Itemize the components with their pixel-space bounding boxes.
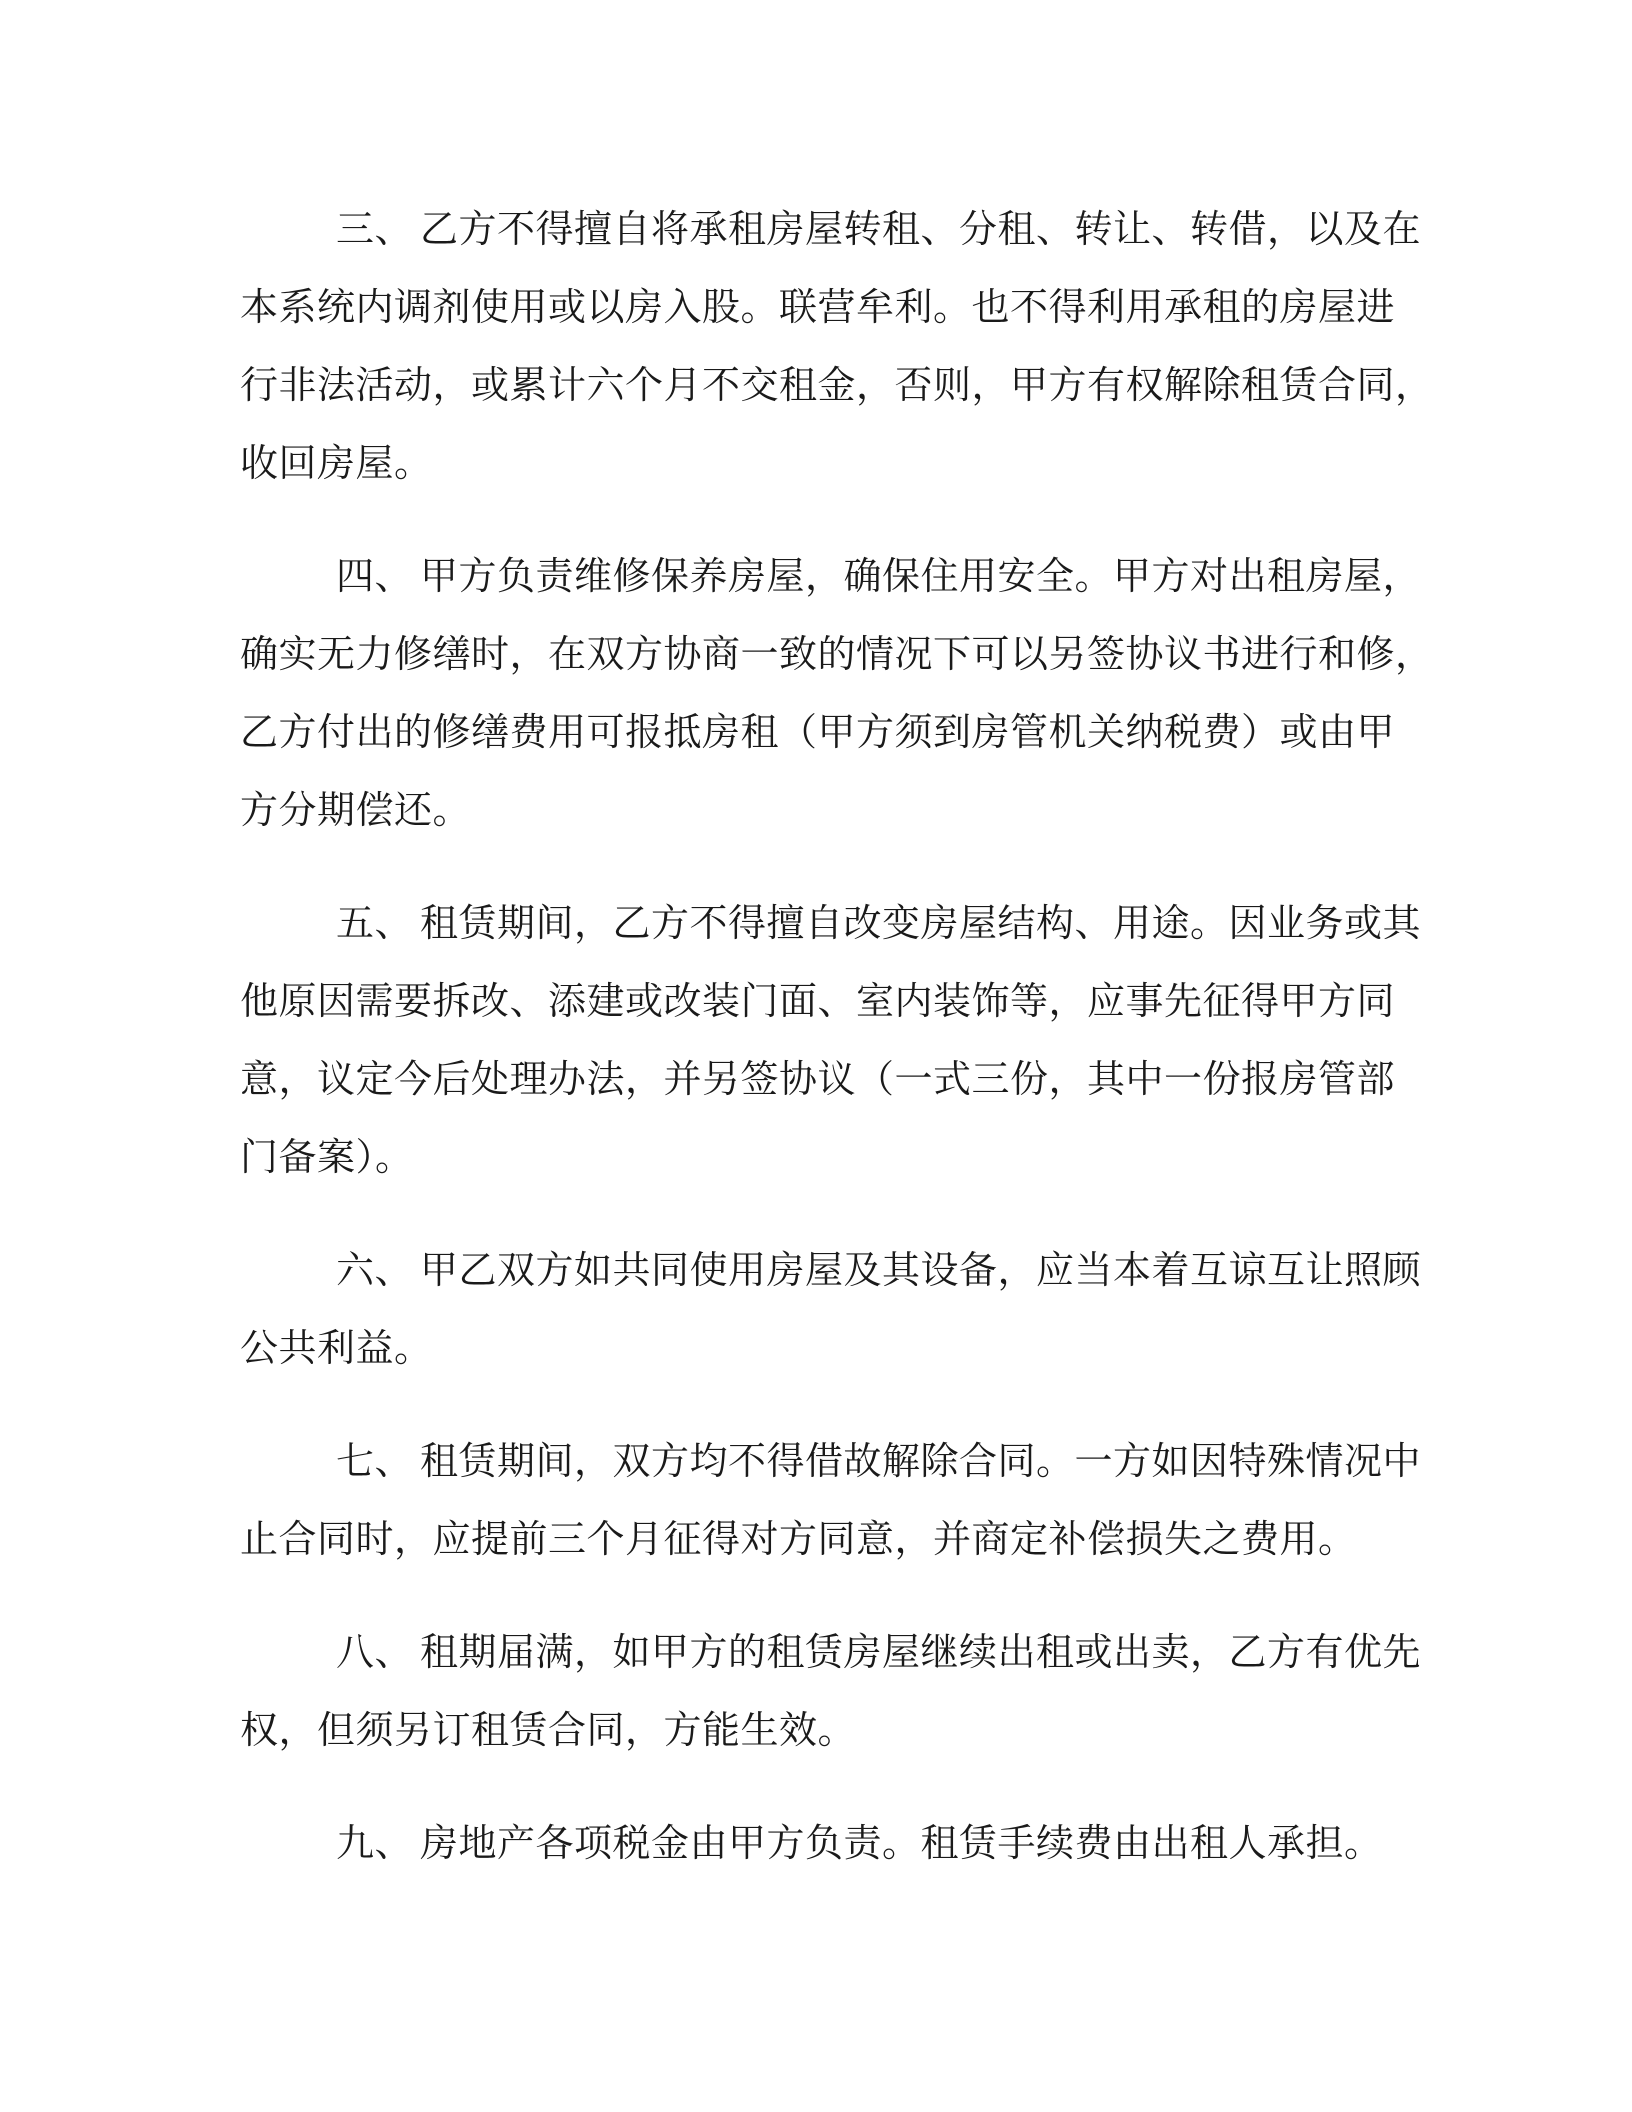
clause-first-line <box>240 1231 1422 1309</box>
clause-text: 甲乙双方如共同使用房屋及其设备，应当本着互谅互让照顾 <box>420 1248 1422 1292</box>
contract-body <box>240 190 1434 1917</box>
clause-first-line <box>240 884 1422 962</box>
clause-6 <box>240 1231 1422 1387</box>
clause-text: 租赁期间，双方均不得借故解除合同。一方如因特殊情况中 <box>420 1439 1422 1483</box>
clause-first-line <box>240 190 1422 268</box>
clause-line: 行非法活动，或累计六个月不交租金，否则，甲方有权解除租赁合同， <box>240 363 1434 407</box>
clause-line: 门备案）。 <box>240 1135 414 1179</box>
clause-first-line <box>240 1804 1410 1882</box>
clause-number: 七、 <box>336 1439 414 1483</box>
clause-line: 他原因需要拆改、添建或改装门面、室内装饰等，应事先征得甲方同 <box>240 979 1396 1023</box>
clause-number: 五、 <box>336 901 414 945</box>
clause-line: 乙方付出的修缮费用可报抵房租（甲方须到房管机关纳税费）或由甲 <box>240 710 1396 754</box>
clause-number: 九、 <box>336 1821 414 1865</box>
clause-5 <box>240 884 1422 1196</box>
clause-first-line <box>240 537 1422 615</box>
clause-9 <box>240 1804 1410 1882</box>
clause-line: 权，但须另订租赁合同，方能生效。 <box>240 1708 857 1752</box>
clause-first-line <box>240 1422 1422 1500</box>
clause-line: 公共利益。 <box>240 1326 433 1370</box>
clause-number: 四、 <box>336 554 414 598</box>
clause-7 <box>240 1422 1422 1578</box>
clause-number: 六、 <box>336 1248 414 1292</box>
clause-first-line <box>240 1613 1422 1691</box>
clause-number: 三、 <box>336 207 414 251</box>
clause-line: 意，议定今后处理办法，并另签协议（一式三份，其中一份报房管部 <box>240 1057 1396 1101</box>
clause-4 <box>240 537 1434 849</box>
clause-text: 房地产各项税金由甲方负责。租赁手续费由出租人承担。 <box>420 1821 1383 1865</box>
clause-text: 租赁期间，乙方不得擅自改变房屋结构、用途。因业务或其 <box>420 901 1422 945</box>
clause-number: 八、 <box>336 1630 414 1674</box>
clause-8 <box>240 1613 1422 1769</box>
clause-text: 租期届满，如甲方的租赁房屋继续出租或出卖，乙方有优先 <box>420 1630 1422 1674</box>
clause-line: 本系统内调剂使用或以房入股。联营牟利。也不得利用承租的房屋进 <box>240 285 1396 329</box>
clause-line: 止合同时，应提前三个月征得对方同意，并商定补偿损失之费用。 <box>240 1517 1357 1561</box>
clause-line: 确实无力修缮时，在双方协商一致的情况下可以另签协议书进行和修， <box>240 632 1434 676</box>
clause-line: 方分期偿还。 <box>240 788 472 832</box>
clause-text: 甲方负责维修保养房屋，确保住用安全。甲方对出租房屋， <box>420 554 1422 598</box>
clause-3 <box>240 190 1434 502</box>
clause-text: 乙方不得擅自将承租房屋转租、分租、转让、转借，以及在 <box>420 207 1422 251</box>
clause-line: 收回房屋。 <box>240 441 433 485</box>
